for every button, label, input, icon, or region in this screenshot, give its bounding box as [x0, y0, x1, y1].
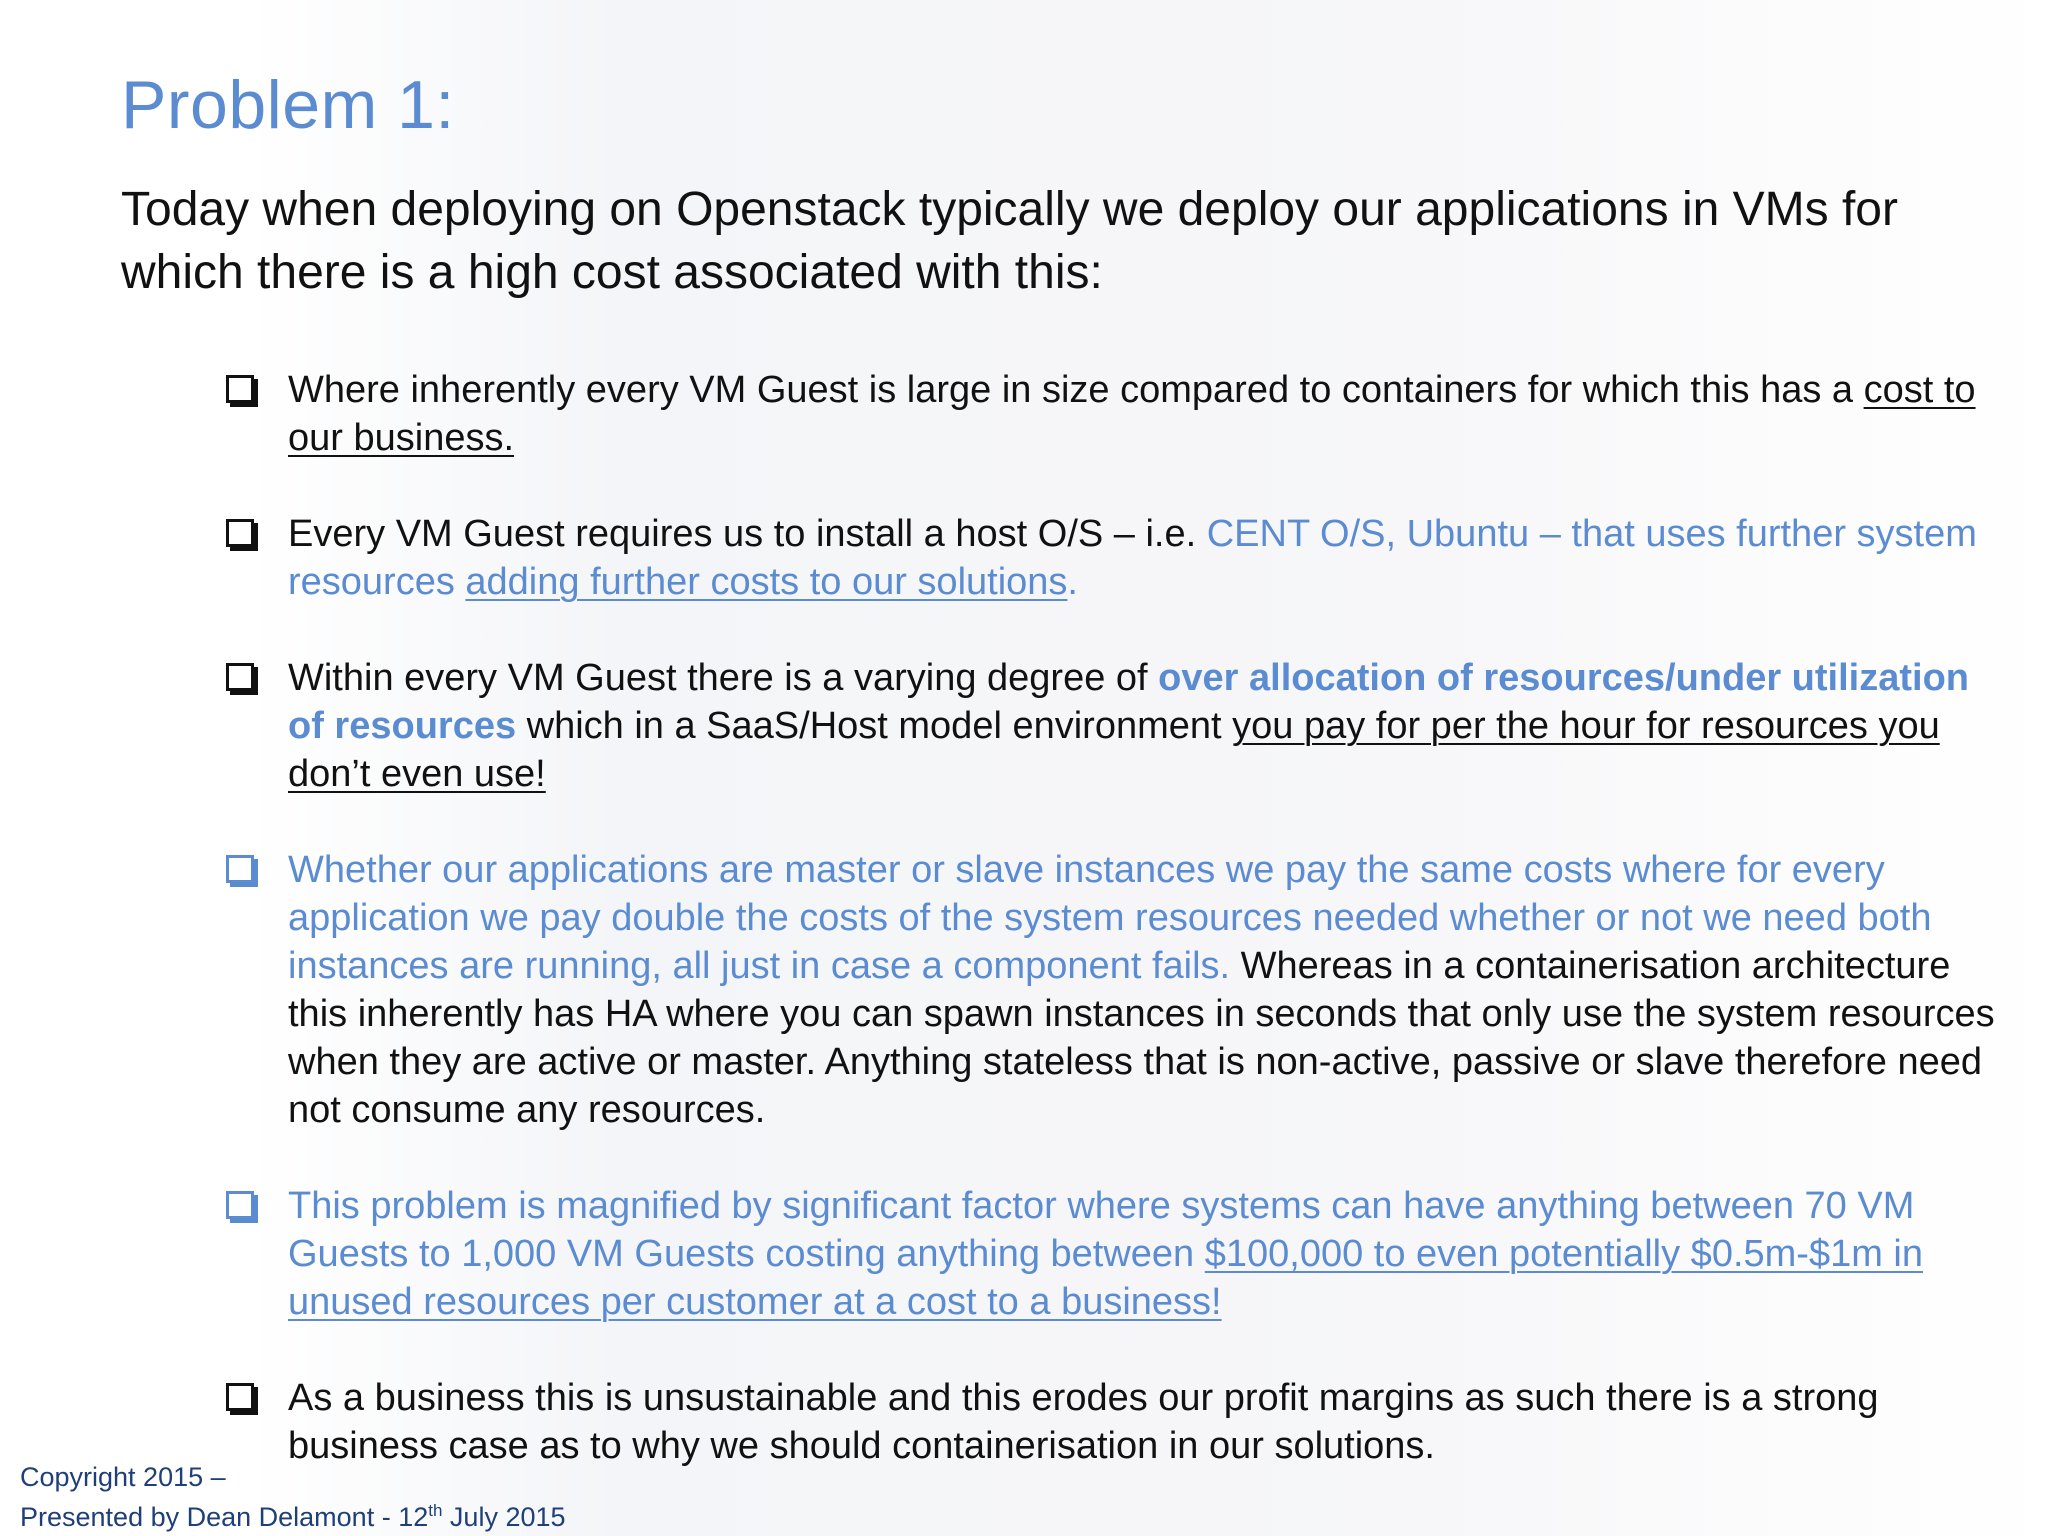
- footer-line-1: Copyright 2015 –: [20, 1462, 226, 1492]
- footer-date: July 2015: [442, 1502, 566, 1532]
- bullet-item-magnified: [288, 1182, 2008, 1326]
- bullet-item-master-slave: [288, 846, 2008, 1134]
- bullet-text-end: .: [1067, 561, 1078, 603]
- checkbox-bullet-icon: [226, 375, 254, 403]
- bullet-text: Where inherently every VM Guest is large in size compared to containers for which this has a: [288, 369, 1864, 411]
- footer-presenter: Presented by Dean Delamont - 12: [20, 1502, 429, 1532]
- footer-copyright: [20, 1460, 566, 1534]
- checkbox-bullet-icon: [226, 855, 254, 883]
- bullet-text: As a business this is unsustainable and this erodes our profit margins as such there is a strong business case as to why we should containerisation in our solutions.: [288, 1377, 1879, 1467]
- bullet-highlight-text: This problem is magnified by significant factor where systems can have anything between 70 VM Guests to 1,000 VM Guests costing anything between: [288, 1185, 1915, 1275]
- bullet-underlined-text: cost to our business.: [288, 369, 1976, 459]
- bullet-text-middle: which in a SaaS/Host model environment: [516, 705, 1233, 747]
- bullet-text: Whereas in a containerisation architecture this inherently has HA where you can spawn instances in seconds that only use the system resources when they are active or master. Anything stateless that is non-active, passive or slave therefore need not consume any resources.: [288, 945, 1995, 1131]
- bullet-item-vm-size: [288, 366, 2008, 462]
- checkbox-bullet-icon: [226, 663, 254, 691]
- bullet-highlight-text: Whether our applications are master or slave instances we pay the same costs where for every application we pay double the costs of the system resources needed whether or not we need both instances are running, all just in case a component fails.: [288, 849, 1932, 987]
- bullet-item-over-allocation: [288, 654, 2008, 798]
- slide-title: Problem 1:: [121, 67, 455, 143]
- checkbox-bullet-icon: [226, 519, 254, 547]
- intro-text: Today when deploying on Openstack typically we deploy our applications in VMs for which there is a high cost associated with this:: [121, 183, 1898, 299]
- bullet-underlined-text: adding further costs to our solutions: [465, 561, 1068, 603]
- bullet-underlined-text: $100,000 to even potentially $0.5m-$1m in unused resources per customer at a cost to a business!: [288, 1233, 1924, 1323]
- footer-line-2: [20, 1494, 566, 1534]
- bullet-text: Every VM Guest requires us to install a host O/S – i.e.: [288, 513, 1207, 555]
- bullet-highlight-text: CENT O/S, Ubuntu – that uses further system resources: [288, 513, 1977, 603]
- footer-superscript: th: [428, 1501, 443, 1520]
- bullet-text: Within every VM Guest there is a varying degree of: [288, 657, 1159, 699]
- bullet-item-business-case: [288, 1374, 2008, 1470]
- checkbox-bullet-icon: [226, 1191, 254, 1219]
- bullet-underlined-text: you pay for per the hour for resources you don’t even use!: [288, 705, 1940, 795]
- checkbox-bullet-icon: [226, 1383, 254, 1411]
- bullet-item-host-os: [288, 510, 2008, 606]
- bullet-bold-highlight-text: over allocation of resources/under utilization of resources: [288, 657, 1969, 747]
